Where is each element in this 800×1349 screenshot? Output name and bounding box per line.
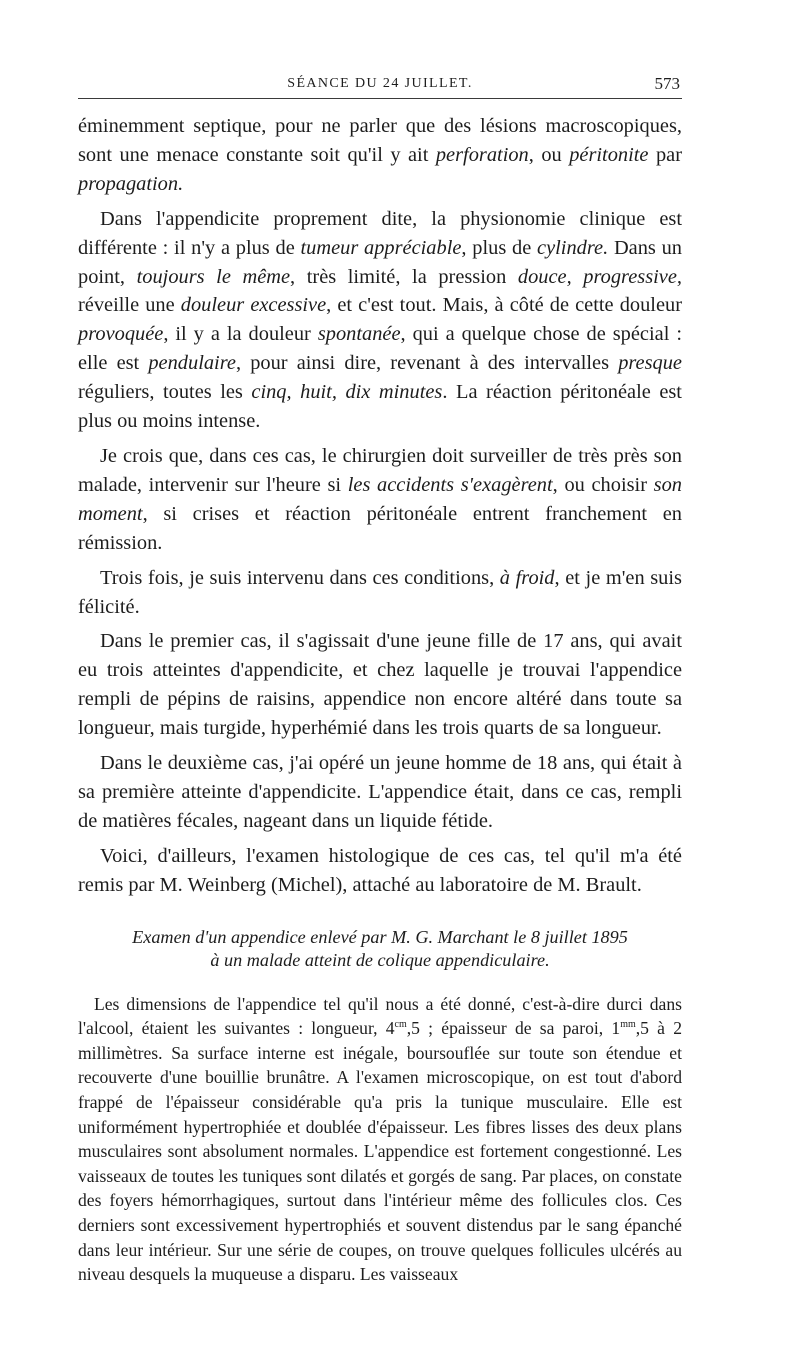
- italic-text: cinq, huit, dix minutes: [251, 381, 443, 404]
- text-run: , très limité, la pression: [290, 265, 518, 288]
- italic-text: provoquée: [78, 323, 164, 346]
- superscript-unit: cm: [394, 1019, 407, 1031]
- text-run: , plus de: [461, 236, 538, 259]
- italic-text: cylindre.: [537, 236, 609, 259]
- italic-text: péritonite: [569, 143, 649, 166]
- text-run: Les dimensions de l'appendice tel qu'il nous a été donné, c'est-à-dire durci dans l'alcool, étaient les suivantes : longueur, 4: [78, 993, 682, 1039]
- italic-text: douce, progressive,: [517, 265, 682, 288]
- text-run: , si crises et réaction péritonéale entrent franchement en rémission.: [78, 502, 682, 554]
- text-run: réguliers, toutes les: [78, 381, 252, 404]
- italic-text: son moment: [78, 473, 682, 525]
- section-heading-line-1: Examen d'un appendice enlevé par M. G. Marchant le 8 juillet 1895: [132, 926, 628, 947]
- italic-text: les accidents s'exagèrent: [347, 473, 553, 496]
- running-head: [78, 70, 682, 99]
- paragraph: [78, 205, 682, 436]
- paragraph: [78, 749, 682, 836]
- text-run: Voici, d'ailleurs, l'examen histologique de ces cas, tel qu'il m'a été remis par M. Weinberg (Michel), attaché au laboratoire de M. Brault.: [78, 844, 682, 896]
- text-run: , ou: [528, 143, 570, 166]
- histology-paragraph: [78, 992, 682, 1287]
- text-run: Dans le premier cas, il s'agissait d'une jeune fille de 17 ans, qui avait eu trois atteintes d'appendicite, et chez laquelle je trouvai l'appendice rempli de pépins de raisins, appendice non encore altéré dans toute sa longueur, mais turgide, hyperhémié dans les trois quarts de sa longueur.: [78, 630, 682, 740]
- text-run: , pour ainsi dire, revenant à des intervalles: [235, 352, 619, 375]
- italic-text: tumeur appréciable: [300, 236, 462, 259]
- paragraph: [78, 564, 682, 622]
- superscript-unit: mm: [620, 1019, 636, 1031]
- text-run: éminemment septique, pour ne parler que des lésions macroscopiques, sont une menace constante soit qu'il y ait: [78, 115, 682, 166]
- paragraph: [78, 112, 682, 199]
- body-text: [78, 112, 682, 900]
- text-run: , et je m'en suis félicité.: [78, 566, 682, 618]
- italic-text: perforation: [435, 143, 529, 166]
- italic-text: pendulaire: [148, 352, 236, 375]
- paragraph: [78, 442, 682, 558]
- text-run: ,5 ; épaisseur de sa paroi, 1: [406, 1018, 621, 1039]
- section-heading-line-2: à un malade atteint de colique appendiculaire.: [210, 949, 550, 970]
- italic-text: spontanée: [317, 323, 401, 346]
- text-run: réveille une: [78, 294, 181, 317]
- text-run: , ou choisir: [552, 473, 654, 496]
- italic-text: presque: [618, 352, 682, 375]
- text-run: ,5 à 2 millimètres. Sa surface interne est inégale, boursouflée sur toute son étendue et recouverte d'une bouillie brunâtre. A l'examen microscopique, on est tout d'abord frappé de l'épaisseur considérable qu'a pris la tunique musculaire. Elle est uniformément hypertrophiée et doublée d'épaisseur. Les fibres lisses des deux plans musculaires sont absolument normales. L'appendice est fortement congestionné. Les vaisseaux de toutes les tuniques sont dilatés et gorgés de sang. Par places, on constate des foyers hémorrhagiques, surtout dans l'intérieur même des follicules clos. Ces derniers sont excessivement hypertrophiés et souvent distendus par le sang épanché dans leur intérieur. Sur une série de coupes, on trouve quelques follicules ulcérés au niveau desquels la muqueuse a disparu. Les vaisseaux: [78, 1018, 682, 1285]
- text-run: , il y a la douleur: [163, 323, 318, 346]
- italic-text: douleur excessive: [180, 294, 327, 317]
- italic-text: à froid: [499, 566, 555, 589]
- text-run: . La réaction péritonéale est plus ou moins intense.: [78, 381, 682, 433]
- page: [78, 70, 682, 1287]
- running-title: SÉANCE DU 24 JUILLET.: [287, 76, 473, 91]
- italic-text: propagation.: [78, 172, 184, 195]
- text-run: Dans l'appendicite proprement dite, la physionomie clinique est différente : il n'y a plus de: [78, 207, 682, 259]
- page-number: 573: [654, 74, 680, 93]
- text-run: par: [648, 143, 683, 166]
- text-run: , et c'est tout. Mais, à côté de cette douleur: [326, 294, 682, 317]
- text-run: Je crois que, dans ces cas, le chirurgien doit surveiller de très près son malade, intervenir sur l'heure si: [78, 444, 682, 496]
- text-run: Dans un point,: [78, 236, 682, 288]
- text-run: Trois fois, je suis intervenu dans ces conditions,: [100, 566, 500, 589]
- italic-text: toujours le même: [136, 265, 291, 288]
- text-run: , qui a quelque chose de spécial : elle est: [78, 323, 682, 375]
- text-run: Dans le deuxième cas, j'ai opéré un jeune homme de 18 ans, qui était à sa première atteinte d'appendicite. L'appendice était, dans ce cas, rempli de matières fécales, nageant dans un liquide fétide.: [78, 752, 682, 832]
- section-heading: [78, 926, 682, 972]
- paragraph: [78, 627, 682, 743]
- histology-report: [78, 992, 682, 1287]
- paragraph: [78, 842, 682, 900]
